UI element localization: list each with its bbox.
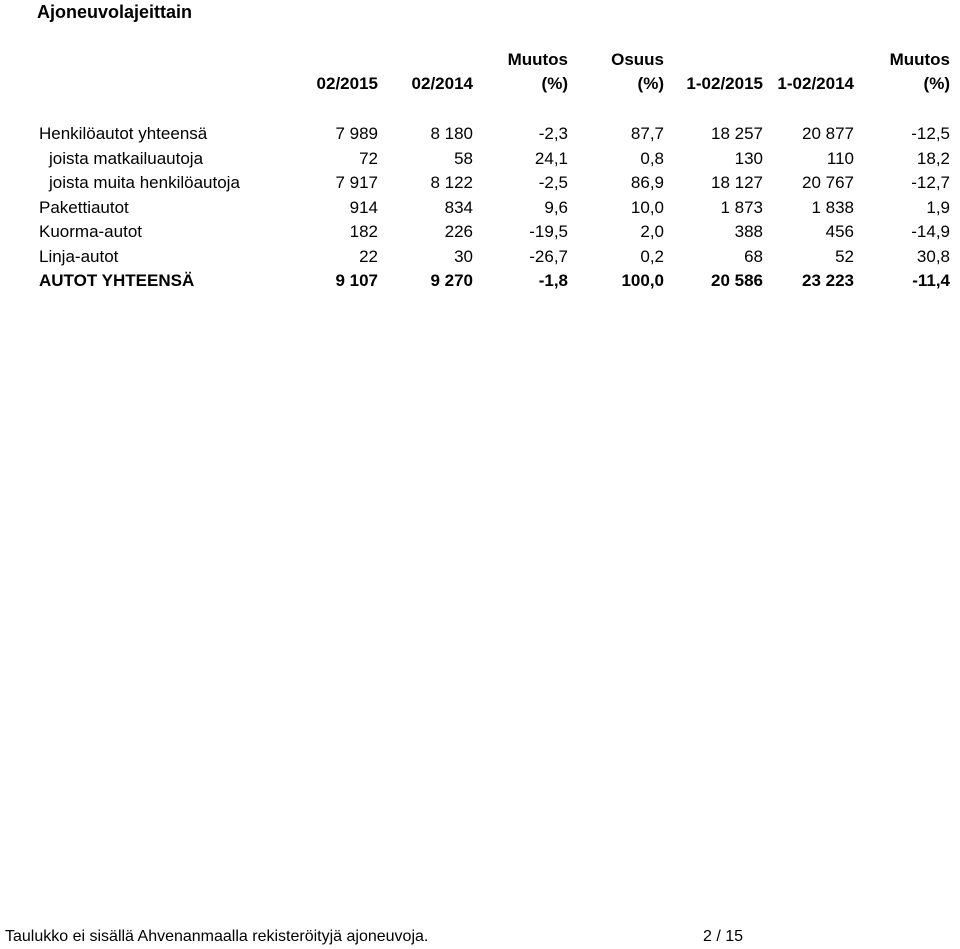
table-cell: 68 (744, 246, 763, 266)
table-cell: 52 (835, 246, 854, 266)
header-cell: 02/2015 (316, 74, 378, 93)
table-cell: 226 (444, 222, 473, 242)
table-cell: 834 (444, 197, 473, 217)
table-cell: 18 257 (711, 124, 763, 144)
table-cell: 914 (349, 197, 378, 217)
table-cell: 9 107 (335, 271, 378, 291)
table-cell: -26,7 (529, 246, 568, 266)
header-cell: (%) (541, 74, 568, 93)
table-cell: 388 (734, 222, 763, 242)
header-cell: Osuus (611, 50, 664, 69)
table-cell: -11,4 (912, 271, 950, 291)
table-cell: 8 122 (430, 173, 473, 193)
table-cell: 18 127 (711, 173, 763, 193)
vehicle-type-table (36, 48, 950, 294)
table-cell: 18,2 (916, 148, 950, 168)
table-cell: 20 877 (802, 124, 854, 144)
row-label: Linja-autot (39, 246, 119, 266)
table-cell: 86,9 (630, 173, 664, 193)
table-row (36, 171, 950, 196)
header-cell (763, 48, 854, 72)
table-cell: -2,5 (538, 173, 568, 193)
row-label: Henkilöautot yhteensä (39, 124, 208, 144)
table-cell: 7 917 (335, 173, 378, 193)
table-cell: 8 180 (430, 124, 473, 144)
table-cell: -14,9 (911, 222, 950, 242)
table-cell: 72 (359, 148, 378, 168)
table-cell: 9 270 (430, 271, 473, 291)
table-cell: 30 (454, 246, 473, 266)
table-cell: -1,8 (538, 271, 568, 291)
table-row (36, 122, 950, 147)
table-cell: 9,6 (544, 197, 568, 217)
header-cell: Muutos (507, 50, 568, 69)
table-cell: 58 (454, 148, 473, 168)
header-cell (36, 48, 306, 72)
table-row (36, 245, 950, 270)
row-label: joista matkailuautoja (49, 148, 204, 168)
table-cell: -12,7 (911, 173, 950, 193)
table-cell: 182 (349, 222, 378, 242)
header-cell: (%) (637, 74, 664, 93)
header-row-bottom (36, 72, 950, 96)
table-cell: 24,1 (534, 148, 568, 168)
row-label: joista muita henkilöautoja (49, 173, 240, 193)
footer-note: Taulukko ei sisällä Ahvenanmaalla rekisteröityjä ajoneuvoja. (5, 928, 429, 945)
header-cell: 1-02/2014 (777, 74, 854, 93)
header-cell: (%) (923, 74, 950, 93)
table-cell: 456 (825, 222, 854, 242)
header-cell (378, 48, 473, 72)
header-cell: 02/2014 (411, 74, 473, 93)
table-cell: 2,0 (640, 222, 664, 242)
row-label: Kuorma-autot (39, 222, 142, 242)
table-total-row (36, 269, 950, 294)
table-cell: 1 873 (720, 197, 763, 217)
table-cell: -19,5 (529, 222, 568, 242)
table-cell: 110 (826, 148, 854, 168)
page-title: Ajoneuvolajeittain (37, 2, 193, 22)
table-cell: 0,8 (640, 148, 664, 168)
header-cell: 1-02/2015 (686, 74, 763, 93)
table-row (36, 147, 950, 172)
table-cell: -12,5 (911, 124, 950, 144)
header-cell (36, 72, 306, 96)
header-cell: Muutos (889, 50, 950, 69)
table-cell: 23 223 (802, 271, 854, 291)
row-label: Pakettiautot (39, 197, 129, 217)
table-row (36, 196, 950, 221)
table-cell: 130 (734, 148, 763, 168)
table-cell: 30,8 (916, 246, 950, 266)
table-cell: 1,9 (926, 197, 950, 217)
table-row (36, 220, 950, 245)
page-number: 2 / 15 (703, 928, 744, 945)
table-cell: 0,2 (640, 246, 664, 266)
table-body (36, 122, 950, 294)
table-cell: 7 989 (335, 124, 378, 144)
table-cell: 22 (359, 246, 378, 266)
row-label: AUTOT YHTEENSÄ (39, 271, 195, 291)
table-cell: 20 586 (711, 271, 763, 291)
table-cell: 87,7 (630, 124, 664, 144)
table-cell: 1 838 (811, 197, 854, 217)
header-row-top (36, 48, 950, 72)
table-cell: 10,0 (630, 197, 664, 217)
table-cell: 100,0 (621, 271, 664, 291)
table-cell: 20 767 (802, 173, 854, 193)
table-cell: -2,3 (538, 124, 568, 144)
header-cell (664, 48, 763, 72)
header-cell (306, 48, 378, 72)
